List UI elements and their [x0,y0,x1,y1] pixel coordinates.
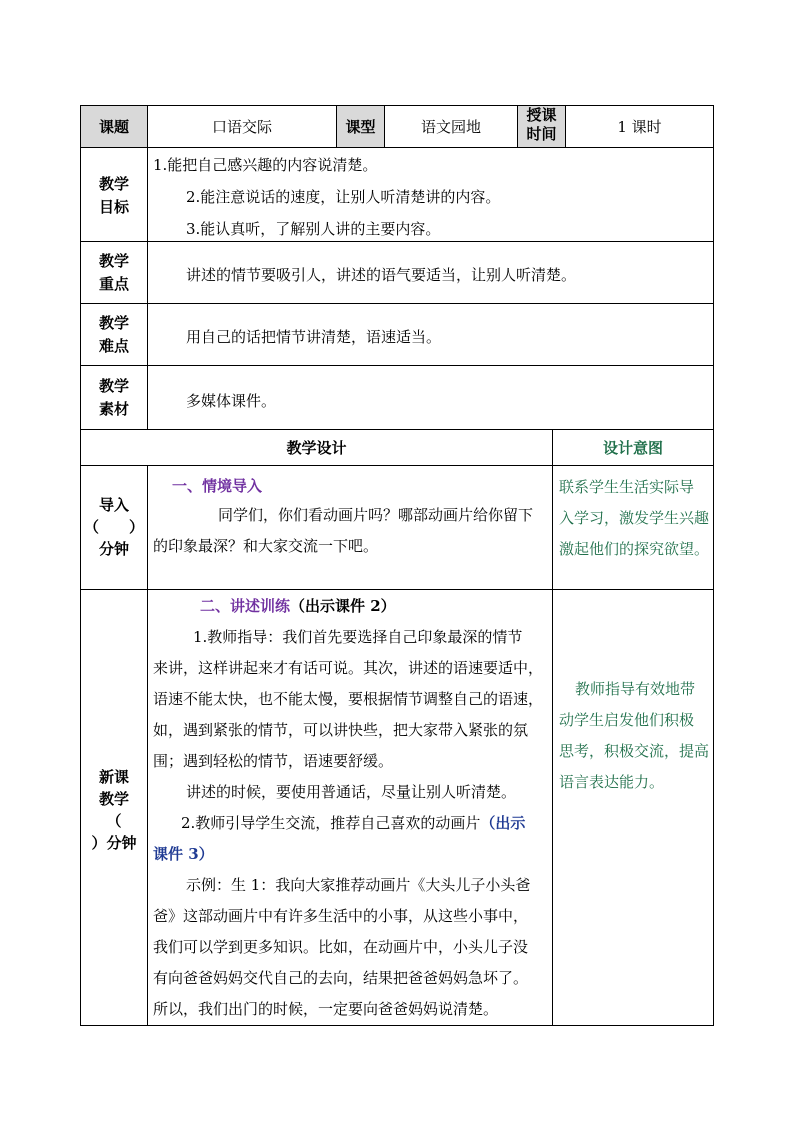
para2-text: 2.教师引导学生交流，推荐自己喜欢的动画片 [181,814,481,832]
intro-intent-line: 激起他们的探究欲望。 [559,540,710,558]
intro-label-line: 导入 [98,496,129,514]
materials-label [81,375,147,421]
key-points-text: 讲述的情节要吸引人，讲述的语气要适当，让别人听清楚。 [186,266,577,284]
intro-line: 同学们，你们看动画片吗？哪部动画片给你留下 [218,506,534,524]
intro-line: 的印象最深？和大家交流一下吧。 [153,537,379,555]
materials-label-line: 教学 [98,377,129,395]
difficulties-label-line: 难点 [98,337,129,355]
paragraph-line: 讲述的时候，要使用普通话，尽量让别人听清楚。 [186,783,517,801]
hours-label-line: 时间 [526,125,557,143]
paragraph-line: 语速不能太快，也不能太慢，要根据情节调整自己的语速， [153,690,544,708]
objectives-label [81,173,147,219]
materials-text: 多媒体课件。 [186,392,277,410]
intro-label [81,494,147,560]
objectives-label-line: 教学 [98,175,129,193]
intent-header: 设计意图 [602,439,663,457]
key-points-label [81,250,147,296]
table-rule [80,241,714,242]
objective-item: 1.能把自己感兴趣的内容说清楚。 [153,156,378,174]
difficulties-text: 用自己的话把情节讲清楚，语速适当。 [186,328,442,346]
paragraph-line: 示例：生 1：我向大家推荐动画片《大头儿子小头爸 [186,876,531,894]
paragraph-line: 有向爸爸妈妈交代自己的去向，结果把爸爸妈妈急坏了。 [153,969,529,987]
difficulties-label-line: 教学 [98,314,129,332]
paragraph-line: 来讲，这样讲起来才有话可说。其次，讲述的语速要适中， [153,659,544,677]
objectives-label-line: 目标 [98,198,129,216]
intro-label-line: （ ） [83,518,144,536]
objective-item: 3.能认真听，了解别人讲的主要内容。 [186,220,441,238]
hours-label-line: 授课 [526,106,557,124]
table-rule [80,589,714,590]
new-lesson-label-line: 新课 [98,768,129,786]
key-points-label-line: 重点 [98,275,129,293]
paragraph-line: 我们可以学到更多知识。比如，在动画片中，小头儿子没 [153,938,529,956]
new-lesson-label-line: 教学 [98,790,129,808]
paragraph-line [153,808,548,839]
table-col-rule [147,465,148,1026]
new-lesson-intent [559,674,709,798]
new-lesson-intent-line: 动学生启发他们积极 [559,711,695,729]
new-lesson-intent-line: 思考，积极交流，提高 [559,742,710,760]
paragraph-line: 围；遇到轻松的情节，语速要舒缓。 [153,752,394,770]
table-border-right [713,105,714,1026]
new-lesson-label-line: （ [106,812,122,830]
paragraph-line: 如，遇到紧张的情节，可以讲快些，把大家带入紧张的氛 [153,721,529,739]
guidance-paragraph [153,622,548,1025]
type-value: 语文园地 [420,118,481,136]
intro-intent [559,472,709,565]
intro-label-line: 分钟 [98,540,129,558]
table-col-rule [147,105,148,430]
topic-label: 课题 [98,118,129,136]
paragraph-line: 爸》这部动画片中有许多生活中的小事，从这些小事中， [153,907,529,925]
paragraph-line: 课件 3） [153,845,214,863]
difficulties-label [81,312,147,358]
design-header: 教学设计 [286,439,347,457]
materials-label-line: 素材 [98,400,129,418]
type-label: 课型 [345,118,376,136]
topic-value: 口语交际 [211,118,272,136]
table-rule [80,147,714,148]
table-col-rule [552,429,553,1026]
hours-label [518,106,565,144]
new-lesson-heading-text: 二、讲述训练 [200,597,291,615]
new-lesson-label [81,766,147,854]
para2-note: （出示 [480,814,526,832]
new-lesson-label-line: ）分钟 [91,834,137,852]
table-rule [80,365,714,366]
paragraph-line: 1.教师指导：我们首先要选择自己印象最深的情节 [193,628,523,646]
new-lesson-intent-line: 语言表达能力。 [559,773,665,791]
table-border-bottom [80,1025,714,1026]
paragraph-line: 所以，我们出门的时候，一定要向爸爸妈妈说清楚。 [153,1000,499,1018]
intro-intent-line: 入学习，激发学生兴趣 [559,509,710,527]
table-border-left [80,105,81,1026]
table-rule [80,303,714,304]
new-lesson-heading-note: （出示课件 2） [290,597,396,615]
objective-item: 2.能注意说话的速度，让别人听清楚讲的内容。 [186,188,501,206]
table-border-top [80,105,714,106]
new-lesson-heading [200,596,396,616]
intro-heading: 一、情境导入 [172,477,263,495]
table-rule [80,465,714,466]
key-points-label-line: 教学 [98,252,129,270]
hours-value: 1 课时 [617,118,662,136]
new-lesson-intent-line: 教师指导有效地带 [575,680,696,698]
intro-intent-line: 联系学生生活实际导 [559,478,695,496]
table-rule [80,429,714,430]
